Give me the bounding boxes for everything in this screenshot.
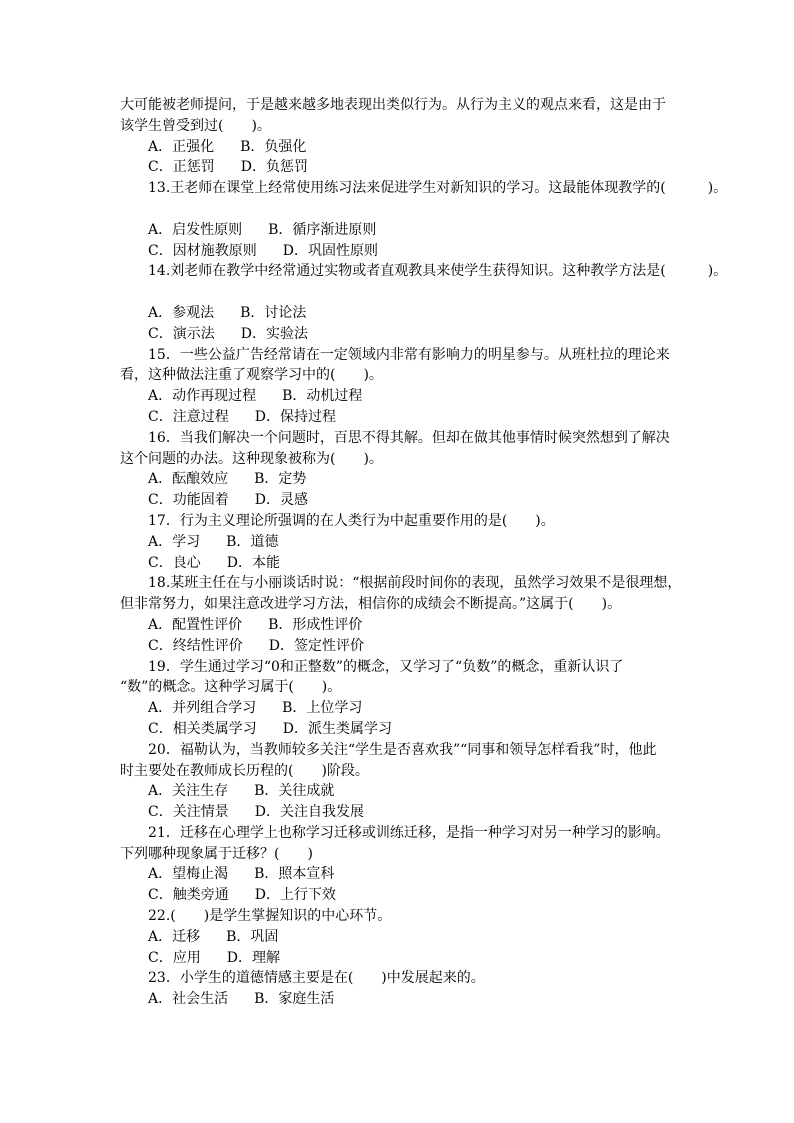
question-text: 16．当我们解决一个问题时，百思不得其解。但却在做其他事情时候突然想到了解决 <box>148 429 670 446</box>
option: C．正惩罚 <box>148 159 215 176</box>
options-row <box>120 157 720 178</box>
option: D．灵感 <box>254 492 308 509</box>
options-row <box>120 719 720 740</box>
option: D．上行下效 <box>254 887 336 904</box>
option: C．触类旁通 <box>148 887 229 904</box>
options-row <box>120 220 720 241</box>
options-row <box>120 137 720 158</box>
question-text: 20．福勒认为，当教师较多关注“学生是否喜欢我”“同事和领导怎样看我”时，他此 <box>148 741 657 758</box>
options-row <box>120 490 720 511</box>
question-text: 该学生曾受到过( )。 <box>120 117 271 134</box>
document-page <box>120 95 728 1010</box>
option: A．并列组合学习 <box>148 700 257 717</box>
options-row <box>120 615 720 636</box>
blank-line <box>120 282 720 303</box>
options-row <box>120 927 720 948</box>
option: A．学习 <box>148 533 201 550</box>
option: B．家庭生活 <box>254 991 335 1008</box>
option: A．社会生活 <box>148 991 229 1008</box>
option: A．配置性评价 <box>148 616 243 633</box>
options-row <box>120 303 720 324</box>
option: C．注意过程 <box>148 408 229 425</box>
option: C．相关类属学习 <box>148 720 257 737</box>
option: B．巩固 <box>226 928 279 945</box>
blank-line <box>120 199 720 220</box>
option: C．功能固着 <box>148 492 229 509</box>
option: D．实验法 <box>240 325 308 342</box>
question-text: 23．小学生的道德情感主要是在( )中发展起来的。 <box>148 970 485 987</box>
options-row <box>120 553 720 574</box>
option: B．道德 <box>226 533 279 550</box>
question-text: 15．一些公益广告经常请在一定领域内非常有影响力的明星参与。从班杜拉的理论来 <box>148 346 670 363</box>
option: B．讨论法 <box>240 304 307 321</box>
option: D．签定性评价 <box>268 637 364 654</box>
options-row <box>120 324 720 345</box>
option: C．良心 <box>148 554 201 571</box>
options-row <box>120 407 720 428</box>
question-text: 下列哪种现象属于迁移？( ) <box>120 845 313 862</box>
question-text: 22.( )是学生掌握知识的中心环节。 <box>148 908 392 925</box>
option: A．迁移 <box>148 928 201 945</box>
question-text: 17．行为主义理论所强调的在人类行为中起重要作用的是( )。 <box>148 512 555 529</box>
option: A．酝酿效应 <box>148 471 229 488</box>
option: C．关注情景 <box>148 804 229 821</box>
options-row <box>120 885 720 906</box>
option: B．负强化 <box>240 138 307 155</box>
question-text: 13.王老师在课堂上经常使用练习法来促进学生对新知识的学习。这最能体现教学的( )。 <box>148 180 728 197</box>
options-row <box>120 386 720 407</box>
option: C．因材施教原则 <box>148 242 257 259</box>
option: D．理解 <box>226 949 280 966</box>
option: A．参观法 <box>148 304 215 321</box>
options-row <box>120 864 720 885</box>
option: B．定势 <box>254 471 307 488</box>
question-text: 看，这种做法注重了观察学习中的( )。 <box>120 367 383 384</box>
options-row <box>120 241 720 262</box>
options-row <box>120 532 720 553</box>
option: D．派生类属学习 <box>282 720 392 737</box>
options-row <box>120 469 720 490</box>
question-text: 19．学生通过学习“0和正整数”的概念，又学习了“负数”的概念，重新认识了 <box>148 658 624 675</box>
option: D．关注自我发展 <box>254 804 364 821</box>
option: A．动作再现过程 <box>148 388 257 405</box>
question-text: “数”的概念。这种学习属于( )。 <box>120 679 342 696</box>
options-row <box>120 989 720 1010</box>
options-row <box>120 781 720 802</box>
option: A．启发性原则 <box>148 221 243 238</box>
question-text: 大可能被老师提问，于是越来越多地表现出类似行为。从行为主义的观点来看，这是由于 <box>120 97 666 113</box>
question-text: 14.刘老师在教学中经常通过实物或者直观教具来使学生获得知识。这种教学方法是( )。 <box>148 263 728 280</box>
option: D．本能 <box>226 554 280 571</box>
option: B．动机过程 <box>282 388 363 405</box>
option: A．正强化 <box>148 138 215 155</box>
option: A．关注生存 <box>148 783 229 800</box>
option: B．照本宣科 <box>254 866 335 883</box>
option: B．关往成就 <box>254 783 335 800</box>
options-row <box>120 698 720 719</box>
option: D．负惩罚 <box>240 159 308 176</box>
option: B．形成性评价 <box>268 616 363 633</box>
option: B．循序渐进原则 <box>268 221 377 238</box>
option: D．巩固性原则 <box>282 242 378 259</box>
option: C．应用 <box>148 949 201 966</box>
options-row <box>120 802 720 823</box>
option: D．保持过程 <box>254 408 336 425</box>
option: C．终结性评价 <box>148 637 243 654</box>
question-text: 18.某班主任在与小丽谈话时说：“根据前段时间你的表现，虽然学习效果不是很理想， <box>148 575 682 592</box>
option: B．上位学习 <box>282 700 363 717</box>
question-text: 这个问题的办法。这种现象被称为( )。 <box>120 450 383 467</box>
option: A．望梅止渴 <box>148 866 229 883</box>
options-row <box>120 948 720 969</box>
question-text: 但非常努力，如果注意改进学习方法，相信你的成绩会不断提高。”这属于( )。 <box>120 596 622 613</box>
options-row <box>120 636 720 657</box>
question-text: 21．迁移在心理学上也称学习迁移或训练迁移，是指一种学习对另一种学习的影响。 <box>148 824 670 841</box>
option: C．演示法 <box>148 325 215 342</box>
question-text: 时主要处在教师成长历程的( )阶段。 <box>120 762 369 779</box>
